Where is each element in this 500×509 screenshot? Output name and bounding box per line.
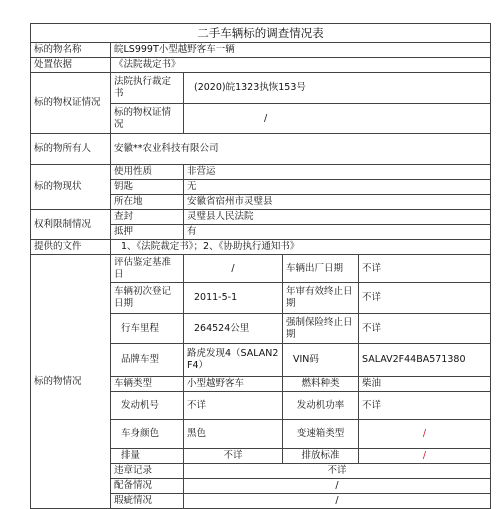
- location-value: 安徽省宿州市灵璧县: [184, 195, 491, 210]
- owner-label: 标的物所有人: [31, 134, 111, 165]
- defect-value: /: [184, 494, 491, 509]
- config-label: 配备情况: [111, 479, 184, 494]
- type-label: 车辆类型: [111, 377, 184, 392]
- inspect-value: 不详: [359, 283, 491, 314]
- status-label: 标的物现状: [31, 165, 111, 210]
- use-value: 非营运: [184, 165, 491, 180]
- engine-no-label: 发动机号: [111, 392, 184, 420]
- location-label: 所在地: [111, 195, 184, 210]
- insurance-label: 强制保险终止日期: [283, 314, 359, 344]
- pledge-value: 有: [184, 225, 491, 240]
- court-doc-value: (2020)皖1323执恢153号: [184, 73, 491, 104]
- cert-label: 标的物权证情况: [111, 104, 184, 134]
- basis-value: 《法院裁定书》: [111, 58, 491, 73]
- displacement-value: 不详: [184, 449, 283, 464]
- mileage-label: 行车里程: [111, 314, 184, 344]
- pledge-label: 抵押: [111, 225, 184, 240]
- rights-label: 标的物权证情况: [31, 73, 111, 134]
- eval-date-label: 评估鉴定基准日: [111, 255, 184, 283]
- violation-label: 违章记录: [111, 464, 184, 479]
- insurance-value: 不详: [359, 314, 491, 344]
- engine-no-value: 不详: [184, 392, 283, 420]
- court-doc-label: 法院执行裁定书: [111, 73, 184, 104]
- vehicle-label: 标的物情况: [31, 255, 111, 509]
- restrictions-label: 权利限制情况: [31, 210, 111, 240]
- config-value: /: [184, 479, 491, 494]
- vin-label: VIN码: [283, 344, 359, 377]
- key-label: 钥匙: [111, 180, 184, 195]
- emission-value: /: [359, 449, 491, 464]
- engine-power-value: 不详: [359, 392, 491, 420]
- mfg-date-label: 车辆出厂日期: [283, 255, 359, 283]
- type-value: 小型越野客车: [184, 377, 283, 392]
- mfg-date-value: 不详: [359, 255, 491, 283]
- mileage-value: 264524公里: [184, 314, 283, 344]
- model-value: 路虎发现4（SALAN2F4）: [184, 344, 283, 377]
- vin-value: SALAV2F44BA571380: [359, 344, 491, 377]
- documents-value: 1、《法院裁定书》；2、《协助执行通知书》: [111, 240, 491, 255]
- basis-label: 处置依据: [31, 58, 111, 73]
- documents-label: 提供的文件: [31, 240, 111, 255]
- cert-value: /: [184, 104, 491, 134]
- name-label: 标的物名称: [31, 43, 111, 58]
- color-label: 车身颜色: [111, 420, 184, 449]
- fuel-value: 柴油: [359, 377, 491, 392]
- owner-value: 安徽**农业科技有限公司: [111, 134, 491, 165]
- color-value: 黑色: [184, 420, 283, 449]
- table-title: 二手车辆标的调查情况表: [31, 24, 491, 43]
- name-value: 皖LS999T小型越野客车一辆: [111, 43, 491, 58]
- seal-label: 查封: [111, 210, 184, 225]
- displacement-label: 排量: [111, 449, 184, 464]
- emission-label: 排放标准: [283, 449, 359, 464]
- defect-label: 瑕疵情况: [111, 494, 184, 509]
- vehicle-survey-table: [30, 23, 491, 509]
- seal-value: 灵璧县人民法院: [184, 210, 491, 225]
- key-value: 无: [184, 180, 491, 195]
- eval-date-value: /: [184, 255, 283, 283]
- fuel-label: 燃料种类: [283, 377, 359, 392]
- survey-sheet: [30, 23, 490, 509]
- reg-date-label: 车辆初次登记日期: [111, 283, 184, 314]
- gearbox-value: /: [359, 420, 491, 449]
- inspect-label: 年审有效终止日期: [283, 283, 359, 314]
- reg-date-value: 2011-5-1: [184, 283, 283, 314]
- gearbox-label: 变速箱类型: [283, 420, 359, 449]
- use-label: 使用性质: [111, 165, 184, 180]
- model-label: 品牌车型: [111, 344, 184, 377]
- violation-value: 不详: [184, 464, 491, 479]
- engine-power-label: 发动机功率: [283, 392, 359, 420]
